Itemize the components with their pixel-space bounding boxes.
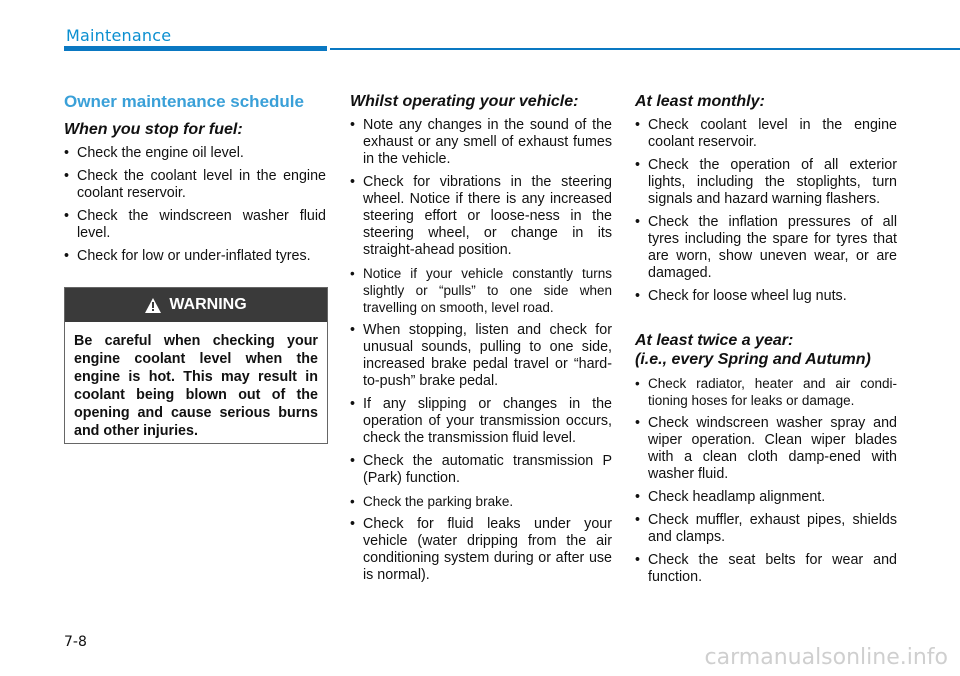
warning-triangle-icon xyxy=(145,298,161,313)
header-rule-thin xyxy=(330,48,960,50)
warning-header xyxy=(65,288,327,322)
list-item: • Check for vibrations in the steering wheel. Notice if there is any increased steering effort or loose-ness in the steering wheel, or change in its straight-ahead position. xyxy=(350,174,612,258)
header-rule-thick xyxy=(64,46,327,51)
warning-title: WARNING xyxy=(169,296,247,313)
page-number: 7-8 xyxy=(64,634,87,650)
list-item: • Check the parking brake. xyxy=(350,494,514,509)
list-item: • Check the inflation pressures of all tyres including the spare for tyres that are worn, show uneven wear, or are damaged. xyxy=(635,214,897,281)
operating-checklist xyxy=(350,117,612,584)
list-item: • When stopping, listen and check for unusual sounds, pulling to one side, increased brake pedal travel or “hard-to-push” brake pedal. xyxy=(350,322,612,389)
list-item: • Check for fluid leaks under your vehicle (water dripping from the air conditioning system during or after use is normal). xyxy=(350,516,612,583)
warning-text: Be careful when checking your engine coolant level when the engine is hot. This may result in coolant being blown out of the opening and cause serious burns and other injuries. xyxy=(74,333,318,439)
column-2 xyxy=(350,92,612,590)
list-item: • Check for low or under-inflated tyres. xyxy=(64,248,311,264)
column-1 xyxy=(64,92,326,271)
page-header-title: Maintenance xyxy=(66,26,172,45)
fuel-checklist xyxy=(64,145,326,265)
section-title: Owner maintenance schedule xyxy=(64,92,304,111)
subhead-operating: Whilst operating your vehicle: xyxy=(350,93,579,110)
list-item: • Note any changes in the sound of the exhaust or any smell of exhaust fumes in the vehicle. xyxy=(350,117,612,167)
list-item: • Check the windscreen washer fluid level. xyxy=(64,208,326,241)
monthly-checklist xyxy=(635,117,897,305)
list-item: • Check the operation of all exterior lights, including the stoplights, turn signals and hazard warning flashers. xyxy=(635,157,897,207)
subhead-twice-yearly: At least twice a year: (i.e., every Spring and Autumn) xyxy=(635,332,871,368)
list-item: • Check the automatic transmission P (Park) function. xyxy=(350,453,612,486)
list-item: • Check radiator, heater and air condi-tioning hoses for leaks or damage. xyxy=(635,376,897,408)
warning-box xyxy=(64,287,328,444)
twice-yearly-checklist xyxy=(635,375,897,586)
list-item: • Check for loose wheel lug nuts. xyxy=(635,288,847,304)
list-item: • Check headlamp alignment. xyxy=(635,489,826,505)
list-item: • Check the engine oil level. xyxy=(64,145,244,161)
column-3 xyxy=(635,92,897,592)
list-item: • Check windscreen washer spray and wiper operation. Clean wiper blades with a clean cloth damp-ened with washer fluid. xyxy=(635,415,897,482)
list-item: • If any slipping or changes in the operation of your transmission occurs, check the transmission fluid level. xyxy=(350,396,612,446)
list-item: • Check coolant level in the engine coolant reservoir. xyxy=(635,117,897,150)
watermark: carmanualsonline.info xyxy=(704,645,948,670)
list-item: • Check the seat belts for wear and function. xyxy=(635,552,897,585)
subhead-fuel: When you stop for fuel: xyxy=(64,121,243,138)
subhead-monthly: At least monthly: xyxy=(635,93,765,110)
list-item: • Notice if your vehicle constantly turns slightly or “pulls” to one side when travelling on smooth, level road. xyxy=(350,266,612,315)
list-item: • Check muffler, exhaust pipes, shields and clamps. xyxy=(635,512,897,545)
list-item: • Check the coolant level in the engine coolant reservoir. xyxy=(64,168,326,201)
